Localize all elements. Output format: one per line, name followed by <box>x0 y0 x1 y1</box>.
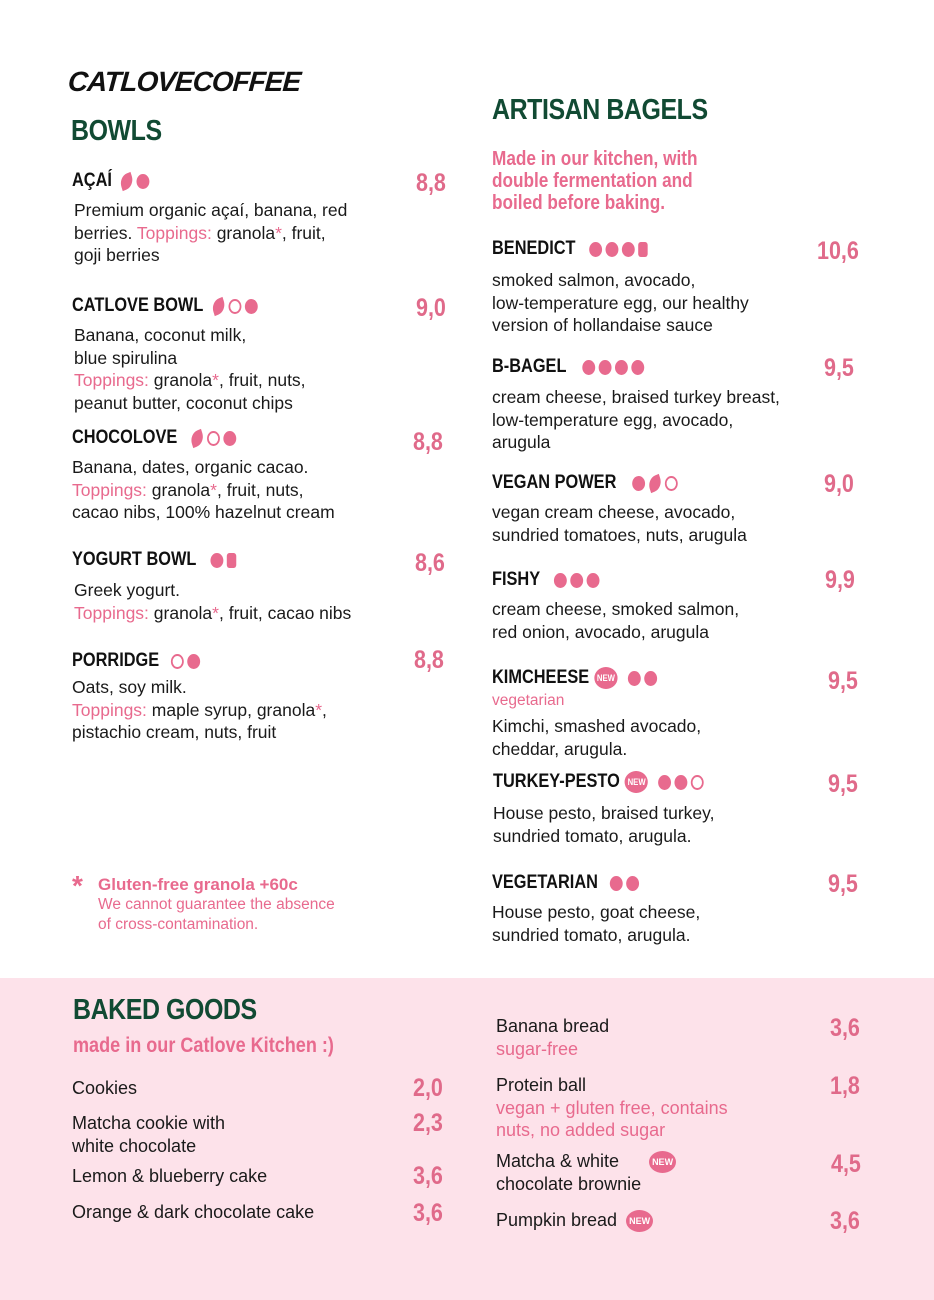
cheese-icon <box>626 876 639 891</box>
name-line: white chocolate <box>72 1135 197 1156</box>
diet-icons <box>632 476 678 491</box>
price: 9,9 <box>825 566 855 594</box>
diet-icons <box>210 553 236 568</box>
item-description <box>493 802 714 847</box>
toppings-label: Toppings: <box>74 370 149 390</box>
desc-line: sundried tomato, arugula. <box>492 924 691 945</box>
item-title: FISHY <box>492 569 541 590</box>
menu-item-name <box>72 170 150 192</box>
item-description <box>74 199 347 267</box>
baked-item-name: Orange & dark chocolate cake <box>72 1202 315 1222</box>
leaf-icon <box>646 473 663 492</box>
asterisk: * <box>212 602 219 623</box>
baked-item-name <box>496 1209 653 1232</box>
desc-line: low-temperature egg, avocado, <box>492 409 734 430</box>
price: 9,5 <box>828 870 858 898</box>
milk-icon <box>226 553 235 568</box>
item-description <box>492 901 700 946</box>
desc-text: maple syrup, granola <box>146 699 316 720</box>
price: 1,8 <box>830 1072 860 1100</box>
bagels-intro <box>492 148 750 214</box>
item-title: B-BAGEL <box>492 356 567 377</box>
asterisk: * <box>212 370 219 390</box>
desc-line: goji berries <box>74 245 160 265</box>
desc-line <box>74 602 351 625</box>
cheese-icon <box>606 242 619 257</box>
menu-item-name <box>492 472 677 494</box>
asterisk-note-marker: * <box>72 870 83 901</box>
desc-line: blue spirulina <box>74 347 178 368</box>
new-badge: NEW <box>594 667 617 689</box>
gluten-free-note-title: Gluten-free granola +60c <box>98 875 298 894</box>
asterisk: * <box>315 699 323 720</box>
desc-text: , fruit, nuts, <box>218 370 306 390</box>
desc-line: vegan cream cheese, avocado, <box>492 502 736 522</box>
desc-line <box>74 369 306 392</box>
item-title: CHOCOLOVE <box>72 427 178 448</box>
diet-icons <box>628 671 657 686</box>
wheat-icon <box>224 431 237 446</box>
baked-item-name: Protein ball <box>496 1075 587 1095</box>
baked-item <box>496 1015 609 1060</box>
desc-text: granola <box>146 479 211 500</box>
intro-line: Made in our kitchen, with <box>492 148 698 170</box>
gluten-free-note <box>98 895 335 935</box>
vegetarian-label: vegetarian <box>492 692 565 709</box>
desc-line: peanut butter, coconut chips <box>74 392 293 413</box>
price: 3,6 <box>413 1199 443 1227</box>
price: 3,6 <box>413 1162 443 1190</box>
cheese-icon <box>644 671 657 686</box>
baked-item-name: Cookies <box>72 1078 138 1098</box>
price: 10,6 <box>817 237 859 265</box>
item-title: PORRIDGE <box>72 650 160 671</box>
desc-line: low-temperature egg, our healthy <box>492 292 749 313</box>
price: 8,6 <box>415 549 445 577</box>
desc-line: Banana, coconut milk, <box>74 325 247 345</box>
baked-item-name <box>72 1112 225 1157</box>
desc-text: granola <box>148 370 213 390</box>
desc-line: red onion, avocado, arugula <box>492 621 709 642</box>
nut-icon <box>171 654 184 669</box>
bowls-title: BOWLS <box>71 115 162 147</box>
menu-item-name <box>492 238 648 260</box>
desc-line: House pesto, goat cheese, <box>492 902 701 922</box>
asterisk: * <box>275 222 282 243</box>
note-line: of cross-contamination. <box>98 916 259 933</box>
wheat-icon <box>210 553 223 568</box>
item-description <box>492 501 747 546</box>
intro-line: double fermentation and <box>492 170 693 192</box>
desc-text: , fruit, nuts, <box>216 479 304 500</box>
wheat-icon <box>554 573 567 588</box>
desc-line: Kimchi, smashed avocado, <box>492 716 702 736</box>
baked-goods-subtitle: made in our Catlove Kitchen :) <box>73 1034 334 1057</box>
new-badge: NEW <box>649 1151 676 1173</box>
brand-logo: CATLOVECOFFEE <box>66 66 302 97</box>
baked-item-note: sugar-free <box>496 1038 579 1059</box>
item-title: VEGETARIAN <box>492 872 598 893</box>
desc-text: , fruit, cacao nibs <box>218 602 352 623</box>
leaf-icon <box>119 171 136 190</box>
item-description <box>72 456 335 524</box>
item-title: AÇAÍ <box>72 170 112 191</box>
diet-icons <box>582 360 644 375</box>
new-badge: NEW <box>625 771 648 793</box>
turkey-icon <box>598 360 611 375</box>
desc-line: cheddar, arugula. <box>492 738 628 759</box>
item-description <box>492 598 739 643</box>
desc-line: smoked salmon, avocado, <box>492 270 696 290</box>
menu-item-name <box>72 295 257 317</box>
desc-text: , fruit, <box>281 222 326 243</box>
desc-line: cream cheese, braised turkey breast, <box>492 387 780 407</box>
menu-item-name <box>492 667 657 689</box>
diet-icons <box>610 876 639 891</box>
intro-line: boiled before baking. <box>492 192 665 214</box>
item-description <box>72 676 327 744</box>
price: 4,5 <box>831 1150 861 1178</box>
price: 8,8 <box>416 169 446 197</box>
turkey-icon <box>675 775 688 790</box>
milk-icon <box>638 242 647 257</box>
nut-icon <box>665 476 678 491</box>
desc-line: House pesto, braised turkey, <box>493 803 715 823</box>
toppings-label: Toppings: <box>72 479 147 500</box>
name-line <box>496 1150 676 1173</box>
item-description <box>492 715 701 760</box>
menu-item-name <box>492 356 644 378</box>
desc-line: Premium organic açaí, banana, red <box>74 200 348 220</box>
baked-goods-title: BAKED GOODS <box>73 994 257 1026</box>
wheat-icon <box>137 174 150 189</box>
baked-item-name: Banana bread <box>496 1016 610 1036</box>
item-title: YOGURT BOWL <box>72 549 197 570</box>
note-line: We cannot guarantee the absence <box>98 896 335 913</box>
fish-icon <box>587 573 600 588</box>
desc-line: cacao nibs, 100% hazelnut cream <box>72 502 335 522</box>
desc-text: granola <box>211 222 276 243</box>
toppings-label: Toppings: <box>136 222 212 243</box>
cheese-icon <box>615 360 628 375</box>
diet-icons <box>659 775 705 790</box>
desc-line: pistachio cream, nuts, fruit <box>72 722 277 742</box>
menu-item-name <box>492 872 639 894</box>
name-line: chocolate brownie <box>496 1174 642 1195</box>
desc-text: berries. <box>74 222 137 243</box>
price: 9,0 <box>824 470 854 498</box>
cheese-icon <box>570 573 583 588</box>
price: 3,6 <box>830 1207 860 1235</box>
price: 9,0 <box>416 294 446 322</box>
item-title: KIMCHEESE <box>492 667 590 688</box>
baked-item-name <box>496 1150 676 1196</box>
menu-item-name <box>72 427 237 449</box>
menu-item-name <box>492 569 599 591</box>
menu-item-name <box>493 771 704 793</box>
leaf-icon <box>210 296 227 315</box>
diet-icons <box>554 573 600 588</box>
name-text: Matcha & white <box>496 1151 620 1171</box>
price: 9,5 <box>824 354 854 382</box>
price: 8,8 <box>414 646 444 674</box>
wheat-icon <box>245 299 258 314</box>
asterisk: * <box>210 479 217 500</box>
diet-icons <box>121 174 150 189</box>
baked-item <box>496 1074 728 1142</box>
wheat-icon <box>628 671 641 686</box>
name-line: Matcha cookie with <box>72 1113 226 1133</box>
wheat-icon <box>589 242 602 257</box>
price: 8,8 <box>413 428 443 456</box>
name-text: Pumpkin bread <box>496 1210 618 1230</box>
wheat-icon <box>582 360 595 375</box>
baked-item-note: vegan + gluten free, contains <box>496 1097 728 1118</box>
desc-line: sundried tomatoes, nuts, arugula <box>492 524 747 545</box>
price: 3,6 <box>830 1014 860 1042</box>
new-badge: NEW <box>626 1210 653 1232</box>
diet-icons <box>212 299 258 314</box>
desc-text: granola <box>148 602 213 623</box>
desc-line: Oats, soy milk. <box>72 677 187 697</box>
desc-text: , <box>322 699 327 720</box>
menu-item-name <box>72 549 236 571</box>
price: 9,5 <box>828 667 858 695</box>
diet-icons <box>171 654 200 669</box>
diet-icons <box>191 431 237 446</box>
price: 9,5 <box>828 770 858 798</box>
item-title: CATLOVE BOWL <box>72 295 204 316</box>
wheat-icon <box>659 775 672 790</box>
bagels-title: ARTISAN BAGELS <box>492 94 708 126</box>
leaf-icon <box>189 428 206 447</box>
baked-item-note: nuts, no added sugar <box>496 1120 666 1140</box>
nut-icon <box>228 299 241 314</box>
desc-line: version of hollandaise sauce <box>492 315 713 335</box>
item-title: BENEDICT <box>492 238 576 259</box>
wheat-icon <box>632 476 645 491</box>
desc-line <box>74 222 347 245</box>
desc-line: arugula <box>492 432 551 452</box>
nut-icon <box>691 775 704 790</box>
desc-line <box>72 699 327 722</box>
wheat-icon <box>188 654 201 669</box>
fish-icon <box>622 242 635 257</box>
diet-icons <box>589 242 647 257</box>
item-description <box>492 386 780 454</box>
desc-line <box>72 479 335 502</box>
item-title: TURKEY-PESTO <box>493 771 620 792</box>
price: 2,3 <box>413 1109 443 1137</box>
nut-icon <box>207 431 220 446</box>
desc-line: Greek yogurt. <box>74 580 181 600</box>
egg-icon <box>631 360 644 375</box>
toppings-label: Toppings: <box>74 602 149 623</box>
baked-item-name: Lemon & blueberry cake <box>72 1166 268 1186</box>
toppings-label: Toppings: <box>72 699 147 720</box>
item-title: VEGAN POWER <box>492 472 617 493</box>
item-description <box>74 324 306 414</box>
wheat-icon <box>610 876 623 891</box>
price: 2,0 <box>413 1074 443 1102</box>
menu-item-name <box>72 650 200 672</box>
item-description <box>492 269 749 337</box>
item-description <box>74 579 351 624</box>
desc-line: Banana, dates, organic cacao. <box>72 457 309 477</box>
desc-line: cream cheese, smoked salmon, <box>492 599 740 619</box>
desc-line: sundried tomato, arugula. <box>493 825 692 846</box>
